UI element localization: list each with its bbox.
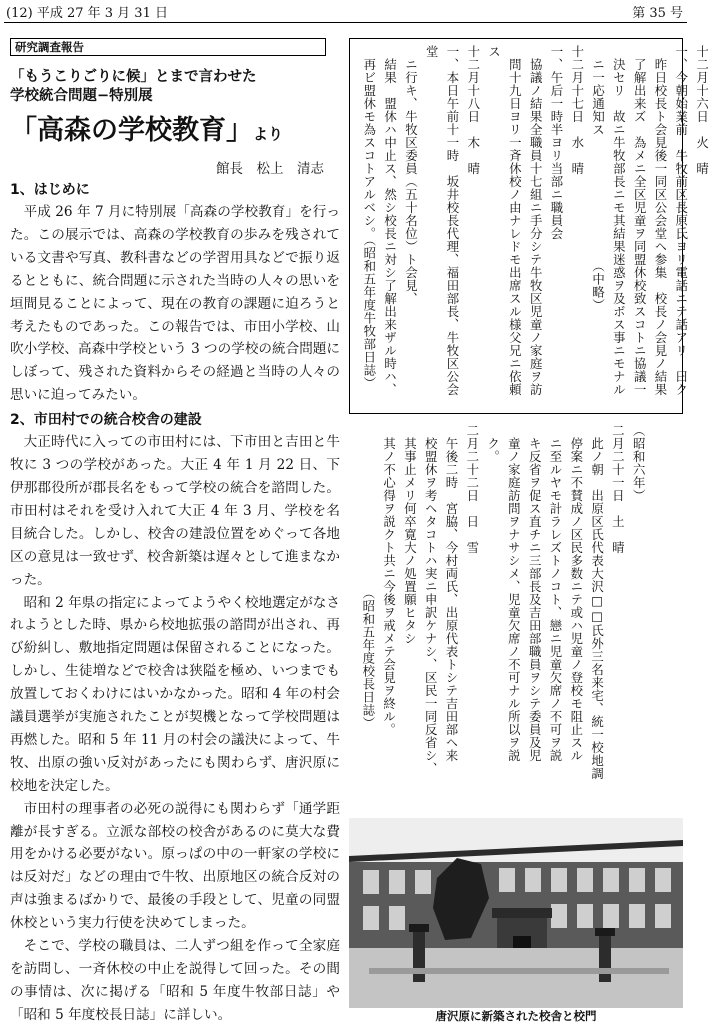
article-kind: 研究調査報告 [10, 38, 326, 56]
diary-excerpt-principal: （昭和六年） 二月二十一日 土 晴 此ノ朝 出原区氏代表大沢□□氏外三名来宅、統一校地調 停案ニ不賛成ノ区民多数ニテ或ハ児童ノ登校モ阻止スル ニ至ルヤモ計ラレズトノコト、戀ニ児童欠席ノ不可ヲ説 キ反省ヲ促ス直チニ三部長及吉田部職員ヲシテ委員及児 童ノ家庭訪問ヲナサシメ、児童欠席ノ不可ナル所以ヲ説 ク。 二月二十二日 日 雪 午後二時 宮脇、今村両氏、出原代表トシテ吉田部ヘ来 校盟休ヲ考ヘタコトハ実ニ申訳ケナシ、区民一同反省シ、 其事止メリ何卒寛大ノ処置願ヒタシ 其ノ不心得ヲ説クト共ニ今後ヲ戒メテ会見ヲ終ル。 （昭和五年度校長日誌） [360, 424, 647, 781]
paragraph: 大正時代に入っての市田村には、下市田と吉田と牛牧に 3 つの学校があった。大正 4 年 1 月 22 日、下伊那郡役所が郡長名をもって学校の統合を諮問した。市田村はそれを受け入れて大正 4 年 3 月、学校を名目統合した。しかし、校舎の建設位置をめぐって各地区の意見は一致せず、校舎新築は遅々として進まなかった。 [10, 434, 340, 588]
title-suffix: より [253, 125, 284, 143]
issue-number: 第 35 号 [632, 6, 683, 21]
subtitle-line-1: 「もうこりごりに候」とまで言わせた [10, 69, 257, 85]
diary-excerpt-gyubokubu: 十二月十六日 火 晴 一、今朝始業前 牛牧前区長原氏ヨリ電話ニテ話アリ 曰ク 昨日校長ト会見後一同区公会堂ヘ参集 校長ノ会見ノ結果 了解出来ズ 為メニ全区児童ヲ同盟休校致スコトニ協議一 決セリ 故ニ牛牧部長ニモ其結果迷惑ヲ及ボス事ニモナル ニ一応通知ス （中略） 十二月十七日 水 晴 一、午后一時半ヨリ当部ニ職員会 協議ノ結果全職員十七組ニ手分シテ牛牧区児童ノ家庭ヲ訪 問十九日ヨリ一斉休校ノ由ナレドモ出席スル様父兄ニ依頼ス 十二月十八日 木 晴 一、本日午前十一時 坂井校長代理、福田部長、牛牧区公会堂 ニ行キ、牛牧区委員（五十名位）ト会見、 結果 盟休ハ中止ス、然シ校長ニ対シ了解出来ザル時ハ、 再ビ盟休モ為スコトアルベシ。（昭和五年度牛牧部日誌） [361, 45, 710, 396]
photo-caption: 唐沢原に新築された校舎と校門 [435, 1009, 597, 1023]
paragraph: 昭和 2 年県の指定によってようやく校地選定がなされようとした時、県から校地拡張の諮問が出され、再び紛糾し、敷地指定問題は保留されることになった。しかし、生徒増などで校舎は狭隘を極め、いつまでも放置しておくわけにはいかなかった。昭和 4 年の村会議員選挙が実施されたことが契機となって学校問題は再燃した。昭和 5 年 11 月の村会の議決によって、牛牧、出原の強い反対があったにも関わらず、唐沢原に校地を決定した。 [10, 594, 340, 794]
paragraph: そこで、学校の職員は、二人ずつ組を作って全家庭を訪問し、一斉休校の中止を説得して回った。その間の事情は、次に掲げる「昭和 5 年度牛牧部日誌」や「昭和 5 年度校長日誌」に詳しい。 [10, 938, 340, 1023]
title-main: 「高森の学校教育」 [10, 115, 253, 146]
diary-excerpt-principal-area [349, 420, 683, 810]
article-title [10, 114, 340, 151]
section-heading-1: 1、はじめに [10, 182, 90, 198]
header-rule [4, 22, 687, 23]
article-subtitle [10, 68, 340, 106]
diary-excerpt-box [349, 38, 710, 414]
paragraph: 市田村の理事者の必死の説得にも関わらず「通学距離が長すぎる。立派な部校の校舎があるのに莫大な費用をかける必要がない。原っぱの中の一軒家の学校には反対だ」などの理由で牛牧、出原地区の統合反対の声は強まるばかりで、最後の手段として、児童の同盟休校という実力行使を決めてしまった。 [10, 800, 340, 932]
subtitle-line-2: 学校統合問題−特別展 [10, 88, 153, 104]
school-building-photo [349, 818, 683, 1008]
author-byline: 館長 松上 清志 [216, 161, 324, 177]
article-column [10, 38, 340, 1027]
paragraph: 平成 26 年 7 月に特別展「高森の学校教育」を行った。この展示では、高森の学校教育の歩みを残されている文書や写真、教科書などの学習用具などで振り返るとともに、統合問題に示された当時の人々の思いを垣間見ることによって、現在の教育の課題に迫ろうと考えたものであった。この報告では、市田小学校、山吹小学校、高森中学校という 3 つの学校の統合問題にしぼって、残された資料からその経過と当時の人々の思いに迫ってみたい。 [10, 204, 340, 404]
page-info: (12) 平成 27 年 3 月 31 日 [6, 6, 168, 21]
section-heading-2: 2、市田村での統合校舎の建設 [10, 412, 202, 429]
